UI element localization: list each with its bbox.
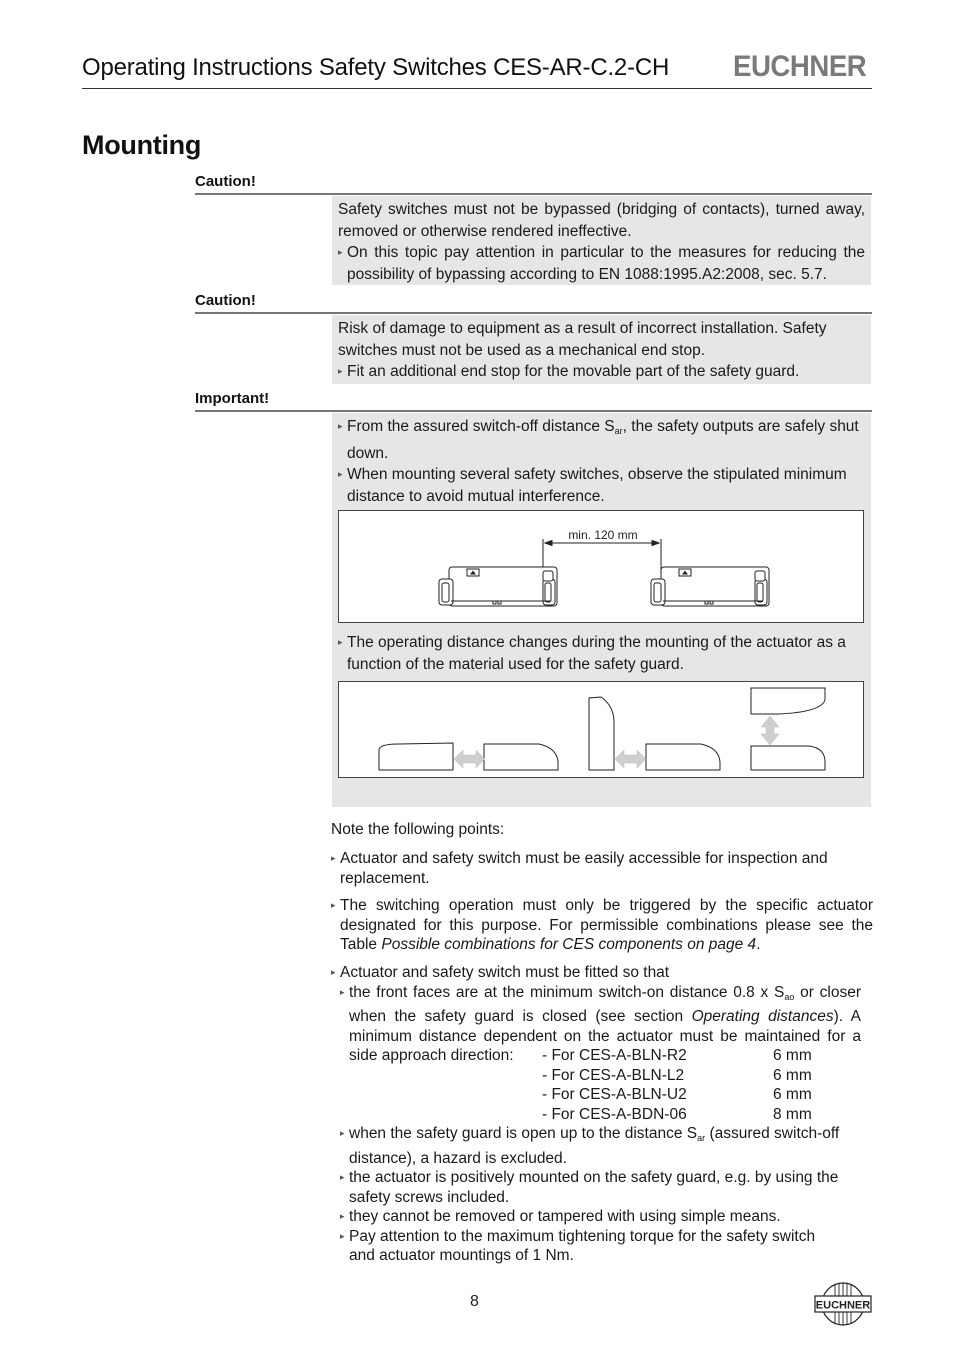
list-item: ▸ The operating distance changes during the mounting of the actuator as a function of the material used for the safety guard. [338,634,846,673]
svg-text:EUCHNER: EUCHNER [815,1299,871,1312]
table-row: - For CES-A-BLN-L2 6 mm [542,1066,812,1084]
triangle-right-icon: ▸ [338,637,343,647]
triangle-right-icon: ▸ [338,247,343,257]
header-divider [82,88,872,89]
triangle-right-icon: ▸ [340,1211,345,1221]
caution-box [332,196,871,285]
euchner-seal-icon [814,1281,872,1327]
distance-label: min. 120 mm [568,528,638,542]
euchner-logo: EUCHNER [733,50,867,83]
important-label: Important! [195,390,270,407]
triangle-right-icon: ▸ [331,853,336,863]
caution-box [332,315,871,384]
page-number: 8 [470,1293,479,1310]
note-divider [195,312,872,314]
caution-label: Caution! [195,173,256,190]
sub-list-item: ▸ they cannot be removed or tampered with using simple means. [340,1208,781,1225]
list-item: ▸ When mounting several safety switches, observe the stipulated minimum distance to avoid mutual interference. [338,466,847,505]
triangle-right-icon: ▸ [331,967,336,977]
list-item: ▸ Fit an additional end stop for the movable part of the safety guard. [338,361,865,383]
triangle-right-icon: ▸ [340,1230,345,1241]
caution-text: Safety switches must not be bypassed (bridging of contacts), turned away, removed or otherwise rendered ineffective. [338,201,865,240]
list-item: ▸ Actuator and safety switch must be fitted so that ▸ the front faces are at the minimum switch-on distance 0.8 x $S_{ao}$ or closer when the safety guard is closed (see section Operating distances). A minimum distance dependent on the actuator must be maintained for a side approach direction: - For CES-A-BLN-R2 6 mm - For CES-A-BLN-L2 6 mm - For CES-A-BLN-U2 6 mm - For CES-A-BDN-06 8 mm ▸ when the safety guard is open up to the distance $S_{ar}$ (assured switch-off distance), a hazard is excluded. ▸ the actuator is positively mounted on the safety guard, e.g. by using the safety screws included. ▸ they cannot be removed or tampered with using simple means. ▸ Pay attention to the maximum tightening torque for the safety switch and actuator mountings of 1 Nm. [331,963,873,1266]
table-row: - For CES-A-BLN-U2 6 mm [542,1086,812,1103]
mounting-distance-figure [338,510,864,623]
caution-text: Risk of damage to equipment as a result of incorrect installation. Safety switches must not be used as a mechanical end stop. [338,320,827,359]
sub-list-item: ▸ the front faces are at the minimum switch-on distance 0.8 x $S_{ao}$ or closer when the safety guard is closed (see section Operating distances). A minimum distance dependent on the actuator must be maintained for a side approach direction: - For CES-A-BLN-R2 6 mm - For CES-A-BLN-L2 6 mm - For CES-A-BLN-U2 6 mm - For CES-A-BDN-06 8 mm [331,983,873,1125]
table-row: - For CES-A-BDN-06 8 mm [542,1105,812,1123]
triangle-right-icon: ▸ [340,1172,345,1182]
section-title: Mounting [82,130,202,160]
list-item: ▸ From the assured switch-off distance $S_{ar}$, the safety outputs are safely shut down. [338,418,859,462]
actuator-approach-figure [338,681,864,778]
triangle-right-icon: ▸ [340,986,345,997]
distance-table [349,1046,873,1124]
list-item: ▸ On this topic pay attention in particular to the measures for reducing the possibility of bypassing according to EN 1088:1995.A2:2008, sec. 5.7. [338,244,865,283]
triangle-right-icon: ▸ [340,1128,345,1138]
mounting-distance-diagram [339,511,863,622]
caution-label: Caution! [195,292,256,309]
triangle-right-icon: ▸ [338,469,343,479]
sub-list-item: ▸ Pay attention to the maximum tightening torque for the safety switch and actuator mountings of 1 Nm. [340,1227,816,1264]
sub-list-item: ▸ the actuator is positively mounted on the safety guard, e.g. by using the safety screws included. [340,1169,839,1206]
note-divider [195,193,872,195]
triangle-right-icon: ▸ [331,900,336,910]
points-intro: Note the following points: [331,821,505,838]
triangle-right-icon: ▸ [338,421,343,431]
actuator-approach-diagram [339,682,863,777]
sub-list-item: ▸ when the safety guard is open up to the distance $S_{ar}$ (assured switch-off distance), a hazard is excluded. [340,1125,840,1167]
list-item: ▸ The switching operation must only be triggered by the specific actuator designated for this purpose. For permissible combinations please see the Table Possible combinations for CES components on page 4. [331,897,873,953]
list-item: ▸ Actuator and safety switch must be easily accessible for inspection and replacement. [331,850,828,887]
table-row: - For CES-A-BLN-R2 6 mm [542,1047,812,1064]
triangle-right-icon: ▸ [338,366,343,376]
document-title: Operating Instructions Safety Switches CES-AR-C.2-CH [82,54,670,81]
note-divider [195,410,872,412]
